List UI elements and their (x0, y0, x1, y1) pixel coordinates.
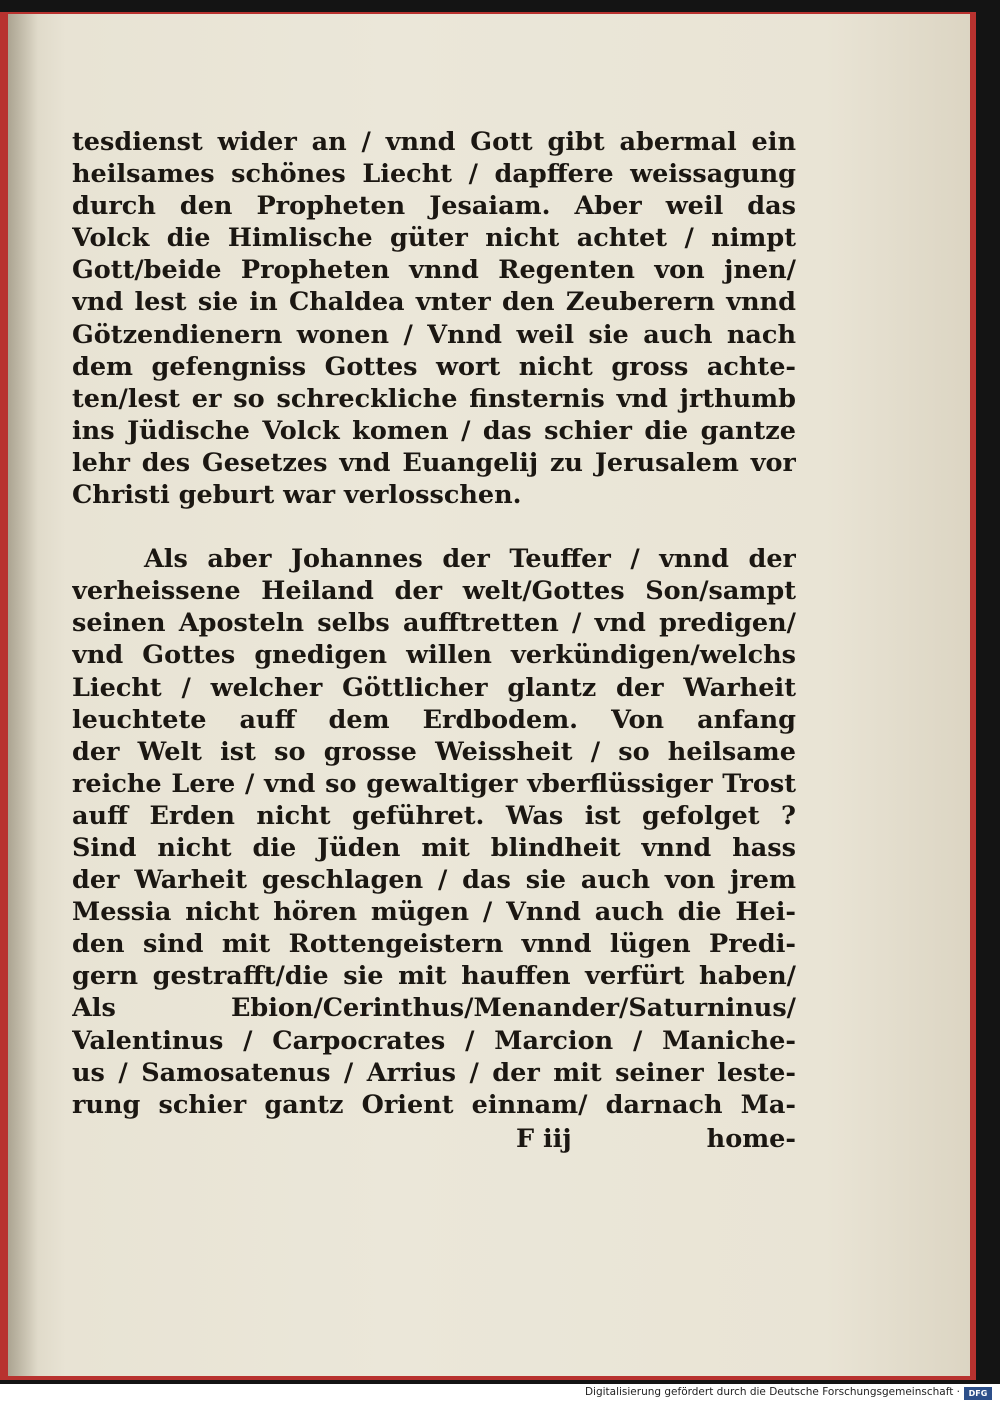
text-line: tesdienst wider an / vnnd Gott gibt abermal ein (72, 127, 796, 157)
text-line: leuchtete auff dem Erdbodem. Von anfang (72, 704, 796, 735)
text-line: Volck die Himlische güter nicht achtet / nimpt (72, 223, 796, 254)
signature-mark: F iij (516, 1124, 572, 1154)
paragraph-gap (72, 511, 796, 543)
page-footer (72, 1124, 796, 1156)
text-line: rung schier gantz Orient einnam/ darnach Ma- (72, 1089, 796, 1120)
text-line: reiche Lere / vnd so gewaltiger vberflüssiger Trost (72, 768, 796, 799)
text-line: vnd lest sie in Chaldea vnter den Zeuberern vnnd (72, 287, 796, 318)
dfg-logo-icon: DFG (964, 1387, 992, 1400)
text-line: vnd Gottes gnedigen willen verkündigen/welchs (72, 640, 796, 671)
text-line: Liecht / welcher Göttlicher glantz der Warheit (72, 672, 796, 703)
text-line: Valentinus / Carpocrates / Marcion / Maniche- (72, 1025, 796, 1056)
text-line: der Warheit geschlagen / das sie auch von jrem (72, 865, 796, 896)
text-line: gern gestrafft/die sie mit hauffen verfürt haben/ (72, 961, 796, 992)
text-line: den sind mit Rottengeistern vnnd lügen Predi- (72, 929, 796, 960)
text-line: heilsames schönes Liecht / dapffere weissagung (72, 159, 796, 190)
text-line: verheissene Heiland der welt/Gottes Son/sampt (72, 576, 796, 607)
catchword: home- (706, 1124, 796, 1154)
text-line: Götzendienern wonen / Vnnd weil sie auch nach (72, 319, 796, 350)
paragraph-2 (72, 543, 796, 1121)
text-line: seinen Aposteln selbs aufftretten / vnd predigen/ (72, 608, 796, 639)
body-text (72, 126, 796, 1121)
text-line: ins Jüdische Volck komen / das schier die gantze (72, 415, 796, 446)
funding-credit: Digitalisierung gefördert durch die Deutsche Forschungsgemeinschaft · (584, 1386, 960, 1398)
text-line: ten/lest er so schreckliche finsternis vnd jrthumb (72, 383, 796, 414)
text-line: Messia nicht hören mügen / Vnnd auch die Hei- (72, 897, 796, 928)
text-line: us / Samosatenus / Arrius / der mit seiner leste- (72, 1057, 796, 1088)
text-line: lehr des Gesetzes vnd Euangelij zu Jerusalem vor (72, 447, 796, 478)
credit-bar (0, 1384, 1000, 1403)
text-line: der Welt ist so grosse Weissheit / so heilsame (72, 736, 796, 767)
text-line: Sind nicht die Jüden mit blindheit vnnd hass (72, 832, 796, 863)
text-line: durch den Propheten Jesaiam. Aber weil das (72, 191, 796, 222)
text-line: Christi geburt war verlosschen. (72, 480, 522, 511)
paragraph-1 (72, 126, 796, 511)
gutter-shadow (8, 14, 38, 1376)
text-line: Als Ebion/Cerinthus/Menander/Saturninus/ (72, 993, 796, 1024)
text-line: Als aber Johannes der Teuffer / vnnd der (144, 544, 796, 575)
text-line: auff Erden nicht geführet. Was ist gefolget ? (72, 800, 796, 831)
text-line: Gott/beide Propheten vnnd Regenten von jnen/ (72, 255, 796, 286)
text-line: dem gefengniss Gottes wort nicht gross achte- (72, 351, 796, 382)
